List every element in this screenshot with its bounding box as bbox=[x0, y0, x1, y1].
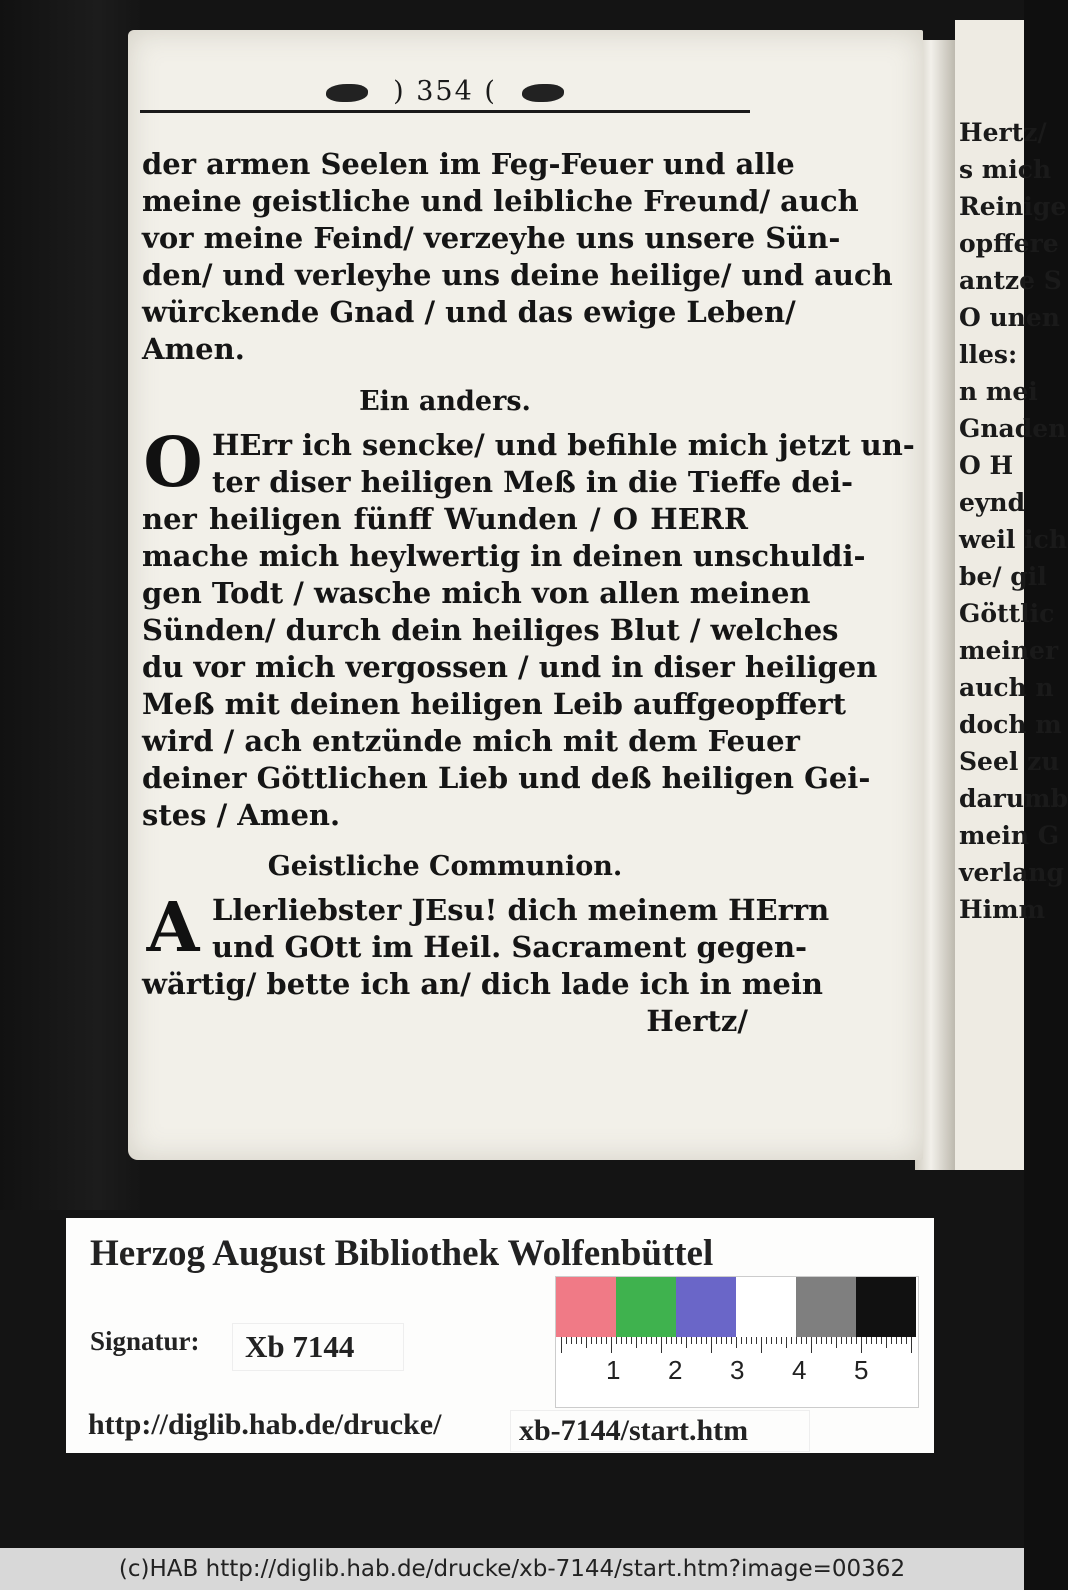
ruler-tick bbox=[586, 1337, 587, 1348]
ruler-tick bbox=[791, 1337, 792, 1344]
ruler-number: 5 bbox=[854, 1355, 869, 1385]
ruler-tick bbox=[831, 1337, 832, 1344]
url-right[interactable]: xb-7144/start.htm bbox=[510, 1410, 810, 1452]
left-ornament-icon bbox=[326, 84, 368, 102]
next-page-line: auch n bbox=[959, 673, 1054, 702]
color-swatch bbox=[736, 1277, 796, 1337]
ruler-tick bbox=[701, 1337, 702, 1344]
text-line: Sünden/ durch dein heiliges Blut / welches bbox=[142, 613, 839, 647]
ruler-tick bbox=[636, 1337, 637, 1348]
next-page-line: darumb bbox=[959, 784, 1068, 813]
ruler-tick bbox=[626, 1337, 627, 1344]
ruler-tick bbox=[721, 1337, 722, 1344]
ruler-tick bbox=[841, 1337, 842, 1344]
next-page-line: opffere bbox=[959, 229, 1059, 258]
url-left[interactable]: http://diglib.hab.de/drucke/ bbox=[88, 1408, 442, 1441]
ruler-tick bbox=[681, 1337, 682, 1344]
ruler-tick bbox=[751, 1337, 752, 1344]
ruler-tick bbox=[836, 1337, 837, 1348]
ruler-tick bbox=[781, 1337, 782, 1344]
text-line: meine geistliche und leibliche Freund/ auch bbox=[142, 184, 859, 218]
ruler-tick bbox=[826, 1337, 827, 1344]
next-page-line: eynd bbox=[959, 488, 1026, 517]
text-line: stes / Amen. bbox=[142, 798, 341, 832]
next-page-line: Reinige bbox=[959, 192, 1067, 221]
ruler-tick bbox=[856, 1337, 857, 1344]
text-line: Amen. bbox=[142, 332, 245, 366]
ruler-tick bbox=[881, 1337, 882, 1344]
ruler-tick bbox=[911, 1337, 912, 1353]
ruler-tick bbox=[896, 1337, 897, 1344]
ruler-number: 4 bbox=[792, 1355, 807, 1385]
next-page-line: meiner bbox=[959, 636, 1059, 665]
next-page-line: Hertz/ bbox=[959, 118, 1047, 147]
ruler-tick bbox=[696, 1337, 697, 1344]
library-name: Herzog August Bibliothek Wolfenbüttel bbox=[90, 1233, 714, 1274]
text-line: würckende Gnad / und das ewige Leben/ bbox=[142, 295, 796, 329]
ruler-tick bbox=[691, 1337, 692, 1344]
ruler-tick bbox=[821, 1337, 822, 1344]
ruler-tick bbox=[641, 1337, 642, 1344]
ruler-number: 2 bbox=[668, 1355, 683, 1385]
text-line: mache mich heylwertig in deinen unschuldi- bbox=[142, 539, 866, 573]
next-page-line: weil ich bbox=[959, 525, 1068, 554]
ruler-tick bbox=[816, 1337, 817, 1344]
book-cover-left bbox=[0, 0, 140, 1210]
page-header: ) 354 ( bbox=[140, 76, 750, 107]
next-page-line: be/ gil bbox=[959, 562, 1047, 591]
ruler-tick bbox=[611, 1337, 612, 1353]
ruler-tick bbox=[891, 1337, 892, 1344]
ruler-tick bbox=[736, 1337, 737, 1348]
ruler-number: 1 bbox=[606, 1355, 621, 1385]
ruler-tick bbox=[851, 1337, 852, 1344]
color-swatch bbox=[556, 1277, 616, 1337]
ruler-tick bbox=[686, 1337, 687, 1348]
ruler-tick bbox=[631, 1337, 632, 1344]
text-line: du vor mich vergossen / und in diser heiligen bbox=[142, 650, 878, 684]
ruler-tick bbox=[846, 1337, 847, 1344]
ruler-tick bbox=[651, 1337, 652, 1344]
ruler-tick bbox=[786, 1337, 787, 1348]
ruler-tick bbox=[771, 1337, 772, 1344]
ruler-tick bbox=[861, 1337, 862, 1353]
text-line: Llerliebster JEsu! dich meinem HErrn bbox=[212, 893, 830, 927]
next-page-line: Göttlic bbox=[959, 599, 1055, 628]
next-page-line: Seel zu bbox=[959, 747, 1060, 776]
ruler-tick bbox=[596, 1337, 597, 1344]
catchword: Hertz/ bbox=[646, 1004, 748, 1038]
next-page-fragment bbox=[955, 20, 1068, 1170]
header-rule bbox=[140, 110, 750, 113]
ruler-tick bbox=[756, 1337, 757, 1344]
decorated-initial: O bbox=[143, 423, 203, 503]
ruler-tick bbox=[606, 1337, 607, 1344]
page-number: 354 bbox=[416, 76, 474, 107]
next-page-line: Himm bbox=[959, 895, 1046, 924]
ruler-tick bbox=[776, 1337, 777, 1344]
text-line: wird / ach entzünde mich mit dem Feuer bbox=[142, 724, 800, 758]
ruler-tick bbox=[621, 1337, 622, 1344]
ruler-tick bbox=[571, 1337, 572, 1344]
color-swatch bbox=[676, 1277, 736, 1337]
signatur-label: Signatur: bbox=[90, 1326, 200, 1356]
text-line: der armen Seelen im Feg-Feuer und alle bbox=[142, 147, 795, 181]
ruler-tick bbox=[711, 1337, 712, 1353]
ruler-tick bbox=[716, 1337, 717, 1344]
text-line: vor meine Feind/ verzeyhe uns unsere Sün- bbox=[142, 221, 841, 255]
color-swatch bbox=[856, 1277, 916, 1337]
ruler-number: 3 bbox=[730, 1355, 745, 1385]
ruler-tick bbox=[741, 1337, 742, 1344]
ruler-tick bbox=[561, 1337, 562, 1353]
ruler-tick bbox=[706, 1337, 707, 1344]
next-page-line: lles: bbox=[959, 340, 1018, 369]
color-swatch bbox=[796, 1277, 856, 1337]
ruler-tick bbox=[646, 1337, 647, 1344]
ruler-tick bbox=[601, 1337, 602, 1344]
ruler-tick bbox=[576, 1337, 577, 1344]
text-line: wärtig/ bette ich an/ dich lade ich in mein bbox=[142, 967, 823, 1001]
ruler-tick bbox=[876, 1337, 877, 1344]
ruler-tick bbox=[906, 1337, 907, 1344]
text-line: HErr ich sencke/ und befihle mich jetzt un- bbox=[212, 428, 915, 462]
ruler-tick bbox=[746, 1337, 747, 1344]
next-page-line: mein G bbox=[959, 821, 1060, 850]
text-line: den/ und verleyhe uns deine heilige/ und auch bbox=[142, 258, 893, 292]
text-line: Meß mit deinen heiligen Leib auffgeopffert bbox=[142, 687, 847, 721]
ruler-tick bbox=[566, 1337, 567, 1344]
color-calibration-chart bbox=[555, 1276, 919, 1408]
next-page-line: O unen bbox=[959, 303, 1060, 332]
text-line: deiner Göttlichen Lieb und deß heiligen Gei- bbox=[142, 761, 871, 795]
ruler-tick bbox=[661, 1337, 662, 1353]
footer-caption: (c)HAB http://diglib.hab.de/drucke/xb-7144/start.htm?image=00362 bbox=[0, 1548, 1024, 1590]
signatur-value: Xb 7144 bbox=[232, 1323, 404, 1371]
text-line: ter diser heiligen Meß in die Tieffe dei- bbox=[212, 465, 854, 499]
ruler-tick bbox=[581, 1337, 582, 1344]
next-page-line: Gnaden bbox=[959, 414, 1067, 443]
color-swatch bbox=[616, 1277, 676, 1337]
section-heading: Ein anders. bbox=[359, 386, 531, 417]
ruler-tick bbox=[811, 1337, 812, 1353]
ruler-tick bbox=[726, 1337, 727, 1344]
ruler-tick bbox=[886, 1337, 887, 1348]
next-page-line: verlang bbox=[959, 858, 1064, 887]
ruler-tick bbox=[796, 1337, 797, 1344]
ruler-tick bbox=[766, 1337, 767, 1344]
next-page-line: doch m bbox=[959, 710, 1062, 739]
ruler bbox=[556, 1337, 918, 1407]
ruler-tick bbox=[866, 1337, 867, 1344]
next-page-line: s mich bbox=[959, 155, 1052, 184]
text-line: und GOtt im Heil. Sacrament gegen- bbox=[212, 930, 808, 964]
ruler-tick bbox=[901, 1337, 902, 1344]
text-line: ner heiligen fünff Wunden / O HERR bbox=[142, 502, 748, 536]
ruler-tick bbox=[871, 1337, 872, 1344]
next-page-line: n mei bbox=[959, 377, 1038, 406]
ruler-tick bbox=[666, 1337, 667, 1344]
ruler-tick bbox=[671, 1337, 672, 1344]
right-ornament-icon bbox=[522, 84, 564, 102]
ruler-tick bbox=[616, 1337, 617, 1344]
next-page-line: antze S bbox=[959, 266, 1062, 295]
ruler-tick bbox=[656, 1337, 657, 1344]
ruler-tick bbox=[801, 1337, 802, 1344]
ruler-tick bbox=[731, 1337, 732, 1344]
text-line: gen Todt / wasche mich von allen meinen bbox=[142, 576, 811, 610]
ruler-tick bbox=[676, 1337, 677, 1344]
ruler-tick bbox=[761, 1337, 762, 1353]
section-heading: Geistliche Communion. bbox=[267, 851, 623, 882]
decorated-initial: A bbox=[146, 888, 200, 968]
ruler-tick bbox=[806, 1337, 807, 1344]
ruler-tick bbox=[591, 1337, 592, 1344]
next-page-line: O H bbox=[959, 451, 1014, 480]
